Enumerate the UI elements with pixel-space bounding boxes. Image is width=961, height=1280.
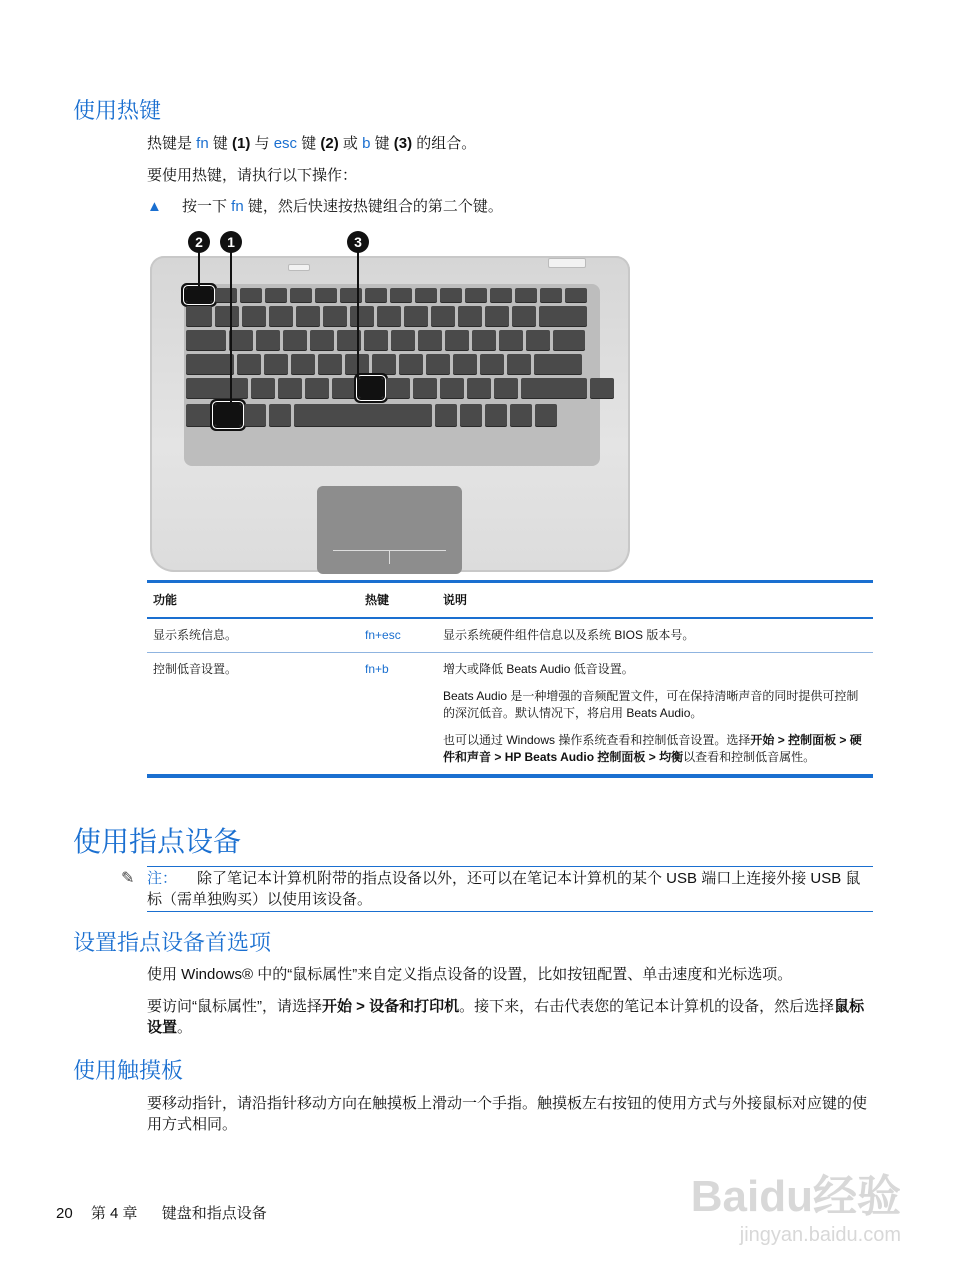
- text: 的组合。: [412, 135, 477, 152]
- text: 或: [338, 135, 363, 152]
- keyboard-key: [256, 330, 280, 350]
- keyboard-key: [426, 354, 450, 374]
- callout-ref: (3): [393, 135, 413, 152]
- keyboard-key: [291, 354, 315, 374]
- fn-key-text: fn: [196, 135, 209, 152]
- keyboard-key: [294, 404, 432, 426]
- keyboard-key: [565, 288, 587, 302]
- laptop-base-image: [150, 256, 630, 572]
- text: 键: [297, 135, 321, 152]
- note-label: 注：: [147, 870, 178, 887]
- b-key-text: b: [362, 135, 371, 152]
- section-title-hotkeys: 使用热键: [73, 98, 162, 123]
- keyboard-key: [364, 330, 388, 350]
- keyboard-key: [453, 354, 477, 374]
- header-function: 功能: [153, 593, 178, 607]
- text: 。: [177, 1019, 193, 1036]
- keyboard-key: [460, 404, 482, 426]
- keyboard-key: [499, 330, 523, 350]
- menu-path: 控制面板: [788, 733, 837, 747]
- callout-line: [230, 252, 232, 412]
- separator: >: [352, 998, 370, 1015]
- description-text: 增大或降低 Beats Audio 低音设置。: [443, 662, 634, 676]
- keyboard-key: [494, 378, 518, 398]
- keyboard-key: [440, 288, 462, 302]
- baidu-watermark-logo: [691, 1160, 901, 1247]
- keyboard-key: [435, 404, 457, 426]
- keyboard-key: [485, 306, 509, 326]
- keyboard-key: [372, 354, 396, 374]
- keyboard-key: [269, 404, 291, 426]
- keyboard-key: [186, 306, 212, 326]
- hotkey-instruction: 要使用热键，请执行以下操作：: [147, 167, 358, 184]
- fn-key-text: fn: [231, 198, 244, 215]
- text: 。接下来，右击代表您的笔记本计算机的设备，然后选择: [459, 998, 835, 1015]
- keyboard-key: [310, 330, 334, 350]
- menu-path: 设备和打印机: [369, 998, 460, 1015]
- keyboard-key: [318, 354, 342, 374]
- chapter-title: 键盘和指点设备: [161, 1205, 267, 1222]
- note-text: 除了笔记本计算机附带的指点设备以外，还可以在笔记本计算机的某个 USB 端口上连接外接 USB 鼠标（需单独购买）以使用该设备。: [147, 870, 861, 908]
- keyboard-key: [332, 378, 356, 398]
- text: 热键是: [147, 135, 197, 152]
- table-row: [147, 653, 873, 777]
- keyboard-key: [539, 306, 587, 326]
- keyboard-key: [458, 306, 482, 326]
- text: 按一下: [182, 198, 232, 215]
- keyboard-key: [480, 354, 504, 374]
- keyboard-key: [186, 330, 226, 350]
- section-title-pointing-devices: 使用指点设备: [73, 826, 242, 857]
- preferences-para-2: [147, 996, 873, 1038]
- keyboard-key: [440, 378, 464, 398]
- keyboard-key: [278, 378, 302, 398]
- hotkey-step: [147, 196, 503, 217]
- keyboard-key: [251, 378, 275, 398]
- keyboard-key: [386, 378, 410, 398]
- keyboard-key: [186, 354, 234, 374]
- callout-3: 3: [347, 231, 369, 253]
- keyboard-key: [240, 288, 262, 302]
- header-hotkey: 热键: [365, 593, 390, 607]
- keyboard-key: [269, 306, 293, 326]
- page-footer: [56, 1202, 267, 1223]
- description-text: Beats Audio 是一种增强的音频配置文件，可在保持清晰声音的同时提供可控制的深沉低音。默认情况下，将启用 Beats Audio。: [443, 689, 859, 720]
- section-title-touchpad: 使用触摸板: [73, 1058, 184, 1083]
- callout-ref: (1): [232, 135, 251, 152]
- menu-path: HP Beats Audio 控制面板: [504, 750, 646, 764]
- touchpad-para: 要移动指针，请沿指针移动方向在触摸板上滑动一个手指。触摸板左右按钮的使用方式与外接鼠标对应键的使用方式相同。: [147, 1095, 868, 1133]
- cell-description: [437, 653, 873, 777]
- hotkey-table: [147, 580, 873, 778]
- table-header-row: [147, 582, 873, 619]
- power-button-icon: [288, 264, 310, 271]
- text: 键，然后快速按热键组合的第二个键。: [243, 198, 503, 215]
- keyboard-key: [390, 288, 412, 302]
- text: 以查看和控制低音属性。: [683, 750, 816, 764]
- keyboard-key: [229, 330, 253, 350]
- menu-path: 均衡: [659, 750, 684, 764]
- section-title-preferences: 设置指点设备首选项: [73, 930, 272, 955]
- keyboard-key: [418, 330, 442, 350]
- keyboard-key: [290, 288, 312, 302]
- menu-path: 硬件和声音: [443, 733, 862, 764]
- keyboard-key: [553, 330, 585, 350]
- menu-path: 开始: [750, 733, 775, 747]
- watermark-url: jingyan.baidu.com: [739, 1224, 901, 1246]
- separator: >: [836, 733, 850, 747]
- keyboard-key: [490, 288, 512, 302]
- separator: >: [774, 733, 789, 747]
- keyboard-key: [404, 306, 428, 326]
- text: 要访问“鼠标属性”，请选择: [147, 998, 322, 1015]
- keyboard-key: [315, 288, 337, 302]
- keyboard-key: [283, 330, 307, 350]
- keyboard-key: [521, 378, 587, 398]
- keyboard-key: [391, 330, 415, 350]
- touchpad-image: [317, 486, 462, 574]
- note-box: [121, 866, 873, 912]
- keyboard-key: [413, 378, 437, 398]
- description-text: [443, 732, 867, 766]
- keyboard-key: [186, 404, 212, 426]
- keyboard-key: [526, 330, 550, 350]
- keyboard-key: [305, 378, 329, 398]
- text: 也可以通过 Windows 操作系统查看和控制低音设置。选择: [443, 733, 751, 747]
- keyboard-key: [467, 378, 491, 398]
- callout-ref: (2): [320, 135, 339, 152]
- keyboard-key: [510, 404, 532, 426]
- b-key: [359, 378, 383, 398]
- callout-line: [198, 252, 200, 296]
- cell-hotkey: fn+b: [365, 662, 389, 676]
- text: 键: [208, 135, 233, 152]
- keyboard-key: [431, 306, 455, 326]
- preferences-para-1: 使用 Windows® 中的“鼠标属性”来自定义指点设备的设置，比如按钮配置、单击速度和光标选项。: [147, 966, 793, 983]
- speaker-grille-icon: [548, 258, 586, 268]
- triangle-bullet-icon: ▲: [147, 198, 162, 215]
- keyboard-key: [215, 306, 239, 326]
- cell-hotkey: fn+esc: [365, 628, 401, 642]
- menu-path: 鼠标设置: [147, 998, 865, 1036]
- cell-function: 显示系统信息。: [153, 628, 238, 642]
- callout-line: [357, 252, 359, 387]
- keyboard-key: [264, 354, 288, 374]
- text: 键: [370, 135, 394, 152]
- keyboard-key: [590, 378, 614, 398]
- esc-key-text: esc: [273, 135, 298, 152]
- description-text: 显示系统硬件组件信息以及系统 BIOS 版本号。: [443, 628, 695, 642]
- keyboard-key: [377, 306, 401, 326]
- callout-2: 2: [188, 231, 210, 253]
- keyboard-key: [485, 404, 507, 426]
- keyboard-key: [244, 404, 266, 426]
- keyboard-key: [535, 404, 557, 426]
- watermark-logo-text: Baidu经验: [690, 1172, 901, 1221]
- page-number: 20: [56, 1205, 73, 1222]
- keyboard-key: [296, 306, 320, 326]
- keyboard-key: [472, 330, 496, 350]
- hotkey-intro: [147, 133, 476, 154]
- keyboard-key: [540, 288, 562, 302]
- header-description: 说明: [443, 593, 468, 607]
- callout-1: 1: [220, 231, 242, 253]
- separator: >: [645, 750, 660, 764]
- keyboard-key: [265, 288, 287, 302]
- keyboard-key: [465, 288, 487, 302]
- text: 与: [250, 135, 274, 152]
- chapter-number: 第 4 章: [90, 1205, 138, 1222]
- keyboard-key: [323, 306, 347, 326]
- keyboard-key: [242, 306, 266, 326]
- keyboard: [184, 284, 600, 466]
- keyboard-key: [515, 288, 537, 302]
- table-row: [147, 618, 873, 653]
- keyboard-key: [215, 288, 237, 302]
- keyboard-key: [365, 288, 387, 302]
- keyboard-key: [534, 354, 582, 374]
- keyboard-key: [512, 306, 536, 326]
- cell-description: [437, 618, 873, 653]
- fn-key: [215, 404, 241, 426]
- cell-function: 控制低音设置。: [153, 662, 238, 676]
- keyboard-key: [399, 354, 423, 374]
- keyboard-key: [445, 330, 469, 350]
- keyboard-key: [186, 378, 248, 398]
- keyboard-key: [237, 354, 261, 374]
- note-pencil-icon: ✎: [121, 870, 135, 887]
- keyboard-key: [507, 354, 531, 374]
- menu-path: 开始: [322, 998, 353, 1015]
- separator: >: [491, 750, 505, 764]
- keyboard-figure: [150, 228, 632, 573]
- keyboard-key: [350, 306, 374, 326]
- keyboard-key: [415, 288, 437, 302]
